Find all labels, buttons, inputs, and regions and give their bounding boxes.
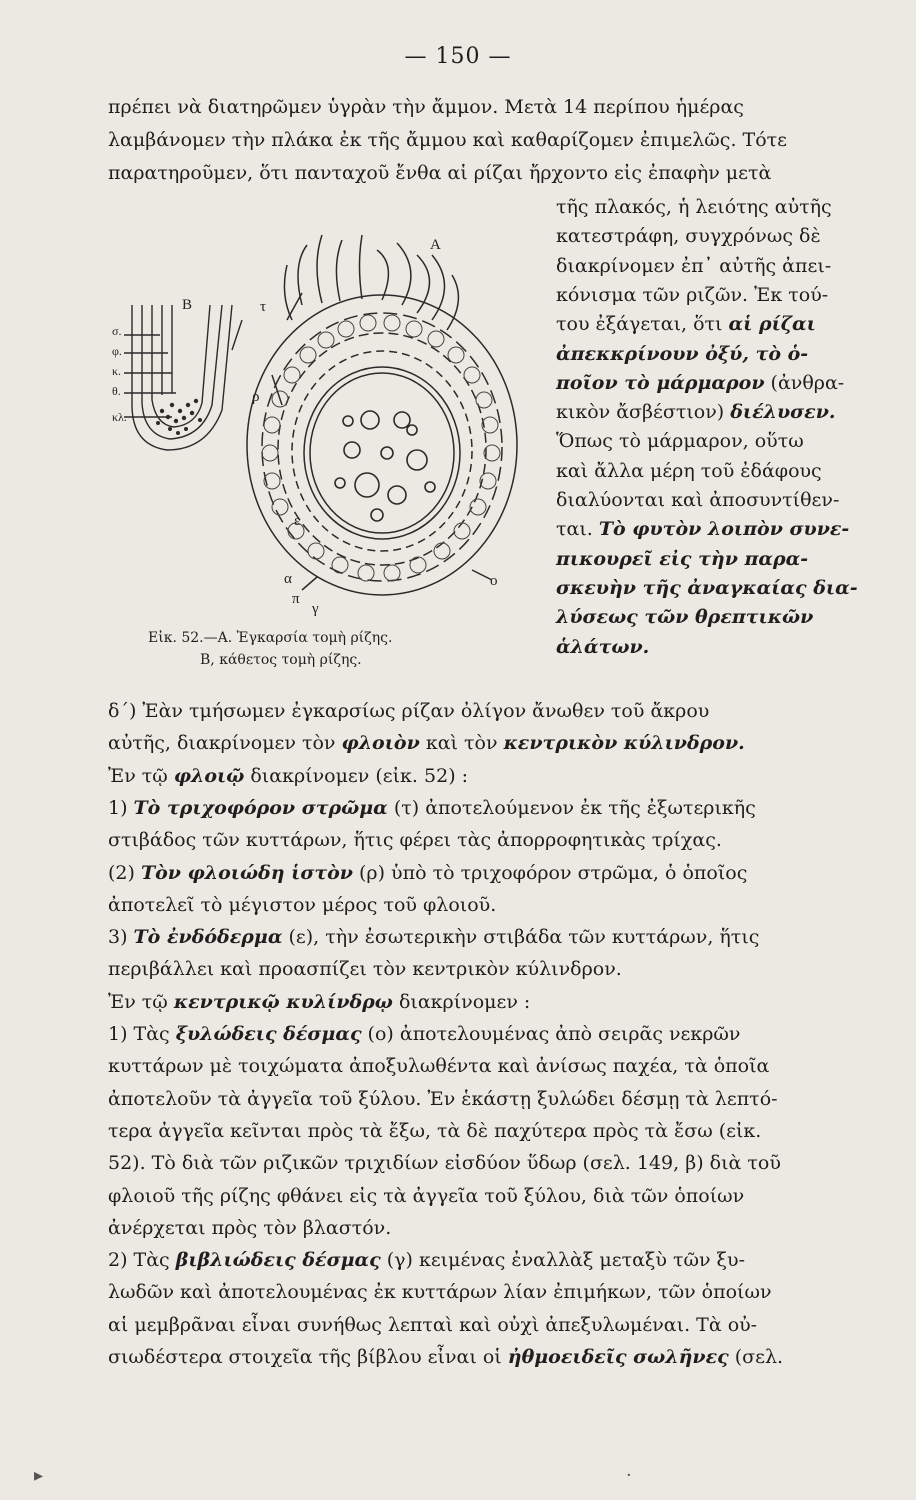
text-run: Ὅπως τὸ μάρμαρον, οὕτω [556, 430, 804, 453]
text-line [108, 763, 468, 789]
text-line [108, 1086, 778, 1112]
text-run: (ἀνθρα- [764, 371, 845, 394]
text-line: λαμβάνομεν τὴν πλάκα ἐκ τῆς ἄμμου καὶ καθαρίζομεν ἐπιμελῶς. Τότε [108, 129, 787, 151]
figure-caption-line2: Β, κάθετος τομὴ ρίζης. [200, 652, 362, 668]
emphasis-text: ποῖον τὸ μάρμαρον [556, 371, 765, 394]
text-run: καὶ ἄλλα μέρη τοῦ ἐδάφους [556, 459, 822, 482]
text-line [556, 282, 828, 308]
emphasis-text: αἱ ρίζαι [728, 313, 816, 336]
text-line [556, 516, 849, 542]
label-phi: φ. [112, 344, 122, 358]
label-t: τ [260, 299, 267, 315]
text-line [108, 1183, 744, 1209]
label-sigma: σ. [112, 324, 122, 338]
text-line [556, 370, 844, 396]
label-e: ε [294, 513, 301, 529]
text-run: (ε), τὴν ἐσωτερικὴν στιβάδα τῶν κυττάρων, ἥτις [282, 926, 760, 949]
text-run: κυττάρων μὲ τοιχώματα ἀποξυλωθέντα καὶ ἀνίσως παχέα, τὰ ὁποῖα [108, 1055, 770, 1078]
text-line [108, 1053, 769, 1079]
text-line [108, 730, 745, 756]
label-g: γ [312, 601, 319, 617]
text-run: κατεστράφη, συγχρόνως δὲ [556, 225, 821, 248]
text-line [556, 223, 821, 249]
text-line [108, 956, 622, 982]
text-line: παρατηροῦμεν, ὅτι πανταχοῦ ἔνθα αἱ ρίζαι ἤρχοντο εἰς ἐπαφὴν μετὰ [108, 162, 772, 184]
text-run: (τ) ἀποτελούμενον ἐκ τῆς ἐξωτερικῆς [387, 796, 756, 819]
text-run: κικὸν ἄσβέστιον) [556, 401, 731, 424]
emphasis-text: φλοιῷ [173, 764, 245, 787]
text-run: αὐτῆς, διακρίνομεν τὸν [108, 732, 342, 755]
text-line [556, 311, 816, 337]
page-number: — 150 — [404, 44, 512, 69]
label-kappa: κ. [112, 364, 122, 378]
text-run: Ἐν τῷ [108, 764, 174, 787]
text-run: λωδῶν καὶ ἀποτελουμένας ἐκ κυττάρων λίαν ἐπιμήκων, τῶν ὁποίων [108, 1281, 772, 1304]
figure-b-longitudinal-section [124, 305, 242, 450]
root-section-figure [112, 225, 552, 625]
label-a: A [430, 237, 441, 253]
emphasis-text: Τὸ ἐνδόδερμα [133, 926, 283, 949]
text-run: τῆς πλακός, ἡ λειότης αὐτῆς [556, 196, 832, 218]
text-line [108, 1118, 761, 1144]
page-speck-icon: ▸ [34, 1465, 44, 1486]
emphasis-text: Τὸν φλοιώδη ἱστὸν [140, 861, 353, 884]
text-run: ἀνέρχεται πρὸς τὸν βλαστόν. [108, 1216, 392, 1239]
figure-caption-line1: Εἰκ. 52.—Α. Ἐγκαρσία τομὴ ρίζης. [148, 630, 393, 646]
emphasis-text: ἁλάτων. [556, 635, 650, 658]
page-speck-icon: · [626, 1465, 632, 1486]
text-run: αἱ μεμβρᾶναι εἶναι συνήθως λεπταὶ καὶ οὐχὶ ἀπεξυλωμέναι. Τὰ οὐ- [108, 1313, 758, 1336]
text-run: (γ) κειμένας ἐναλλὰξ μεταξὺ τῶν ξυ- [380, 1249, 745, 1272]
text-run: ται. [556, 518, 599, 541]
text-run: στιβάδος τῶν κυττάρων, ἥτις φέρει τὰς ἀπορροφητικὰς τρίχας. [108, 829, 722, 852]
emphasis-text: σκευὴν τῆς ἀναγκαίας δια- [556, 576, 858, 599]
text-line [108, 1215, 391, 1241]
figure-labels [112, 237, 498, 617]
label-alpha: α [284, 571, 292, 587]
text-run: φλοιοῦ τῆς ρίζης φθάνει εἰς τὰ ἀγγεῖα τοῦ ξύλου, διὰ τῶν ὁποίων [108, 1184, 745, 1207]
text-run: του ἐξάγεται, ὅτι [556, 313, 729, 336]
text-line [108, 827, 722, 853]
text-line [108, 860, 747, 886]
text-line [108, 1021, 740, 1047]
text-run: 1) [108, 796, 134, 819]
emphasis-text: φλοιὸν [341, 732, 420, 755]
text-line [556, 575, 858, 601]
label-b: B [182, 297, 193, 313]
label-r: ρ [252, 389, 260, 405]
text-line [556, 428, 804, 454]
text-run: καὶ τὸν [419, 732, 504, 755]
emphasis-text: Τὸ τριχοφόρον στρῶμα [133, 796, 388, 819]
label-kl: κλ. [112, 410, 127, 424]
label-o: ο [490, 573, 498, 589]
text-run: διαλύονται καὶ ἀποσυντίθεν- [556, 489, 840, 511]
emphasis-text: πικουρεῖ εἰς τὴν παρα- [556, 547, 809, 570]
emphasis-text: κεντρικὸν κύλινδρον. [503, 732, 745, 755]
text-run: διακρίνομεν (εἰκ. 52) : [244, 764, 469, 787]
text-run: 52). Τὸ διὰ τῶν ριζικῶν τριχιδίων εἰσδύον ὕδωρ (σελ. 149, β) διὰ τοῦ [108, 1152, 781, 1175]
text-line [108, 1247, 745, 1273]
emphasis-text: διέλυσεν. [730, 401, 836, 424]
text-line [108, 892, 496, 918]
text-line [108, 1150, 781, 1176]
emphasis-text: ξυλώδεις δέσμας [175, 1023, 362, 1045]
text-line [108, 1344, 783, 1370]
text-run: σιωδέστερα στοιχεῖα τῆς βίβλου εἶναι οἱ [108, 1346, 508, 1368]
figure-a-transverse-section [247, 235, 517, 595]
text-line [556, 399, 836, 425]
text-line [108, 989, 530, 1015]
text-run: Ἐν τῷ [108, 990, 174, 1013]
text-line [108, 924, 759, 950]
emphasis-text: ἠθμοειδεῖς σωλῆνες [507, 1346, 729, 1368]
text-run: (σελ. [728, 1346, 784, 1368]
text-run: διακρίνομεν ἐπ᾽ αὐτῆς ἀπει- [556, 254, 832, 277]
emphasis-text: λύσεως τῶν θρεπτικῶν [556, 606, 814, 629]
text-run: 2) Τὰς [108, 1249, 176, 1272]
text-line [556, 604, 813, 630]
text-run: δ´) Ἐὰν τμήσωμεν ἐγκαρσίως ρίζαν ὀλίγον ἄνωθεν τοῦ ἄκρου [108, 700, 710, 722]
text-run: τερα ἀγγεῖα κεῖνται πρὸς τὰ ἔξω, τὰ δὲ παχύτερα πρὸς τὰ ἔσω (εἰκ. [108, 1119, 762, 1142]
text-run: ἀποτελεῖ τὸ μέγιστον μέρος τοῦ φλοιοῦ. [108, 893, 497, 916]
emphasis-text: κεντρικῷ κυλίνδρῳ [173, 990, 393, 1013]
text-run: (ρ) ὑπὸ τὸ τριχοφόρον στρῶμα, ὁ ὁποῖος [352, 861, 748, 884]
text-line [556, 546, 808, 572]
text-line [108, 1279, 772, 1305]
text-run: περιβάλλει καὶ προασπίζει τὸν κεντρικὸν κύλινδρον. [108, 958, 622, 981]
text-run: κόνισμα τῶν ριζῶν. Ἐκ τού- [556, 283, 829, 306]
text-line [556, 341, 808, 367]
label-theta: θ. [112, 384, 121, 398]
text-run: (2) [108, 861, 141, 884]
text-line [556, 487, 839, 513]
text-run: διακρίνομεν : [392, 990, 531, 1013]
text-run: ἀποτελοῦν τὰ ἀγγεῖα τοῦ ξύλου. Ἐν ἑκάστῃ ξυλώδει δέσμῃ τὰ λεπτό- [108, 1087, 778, 1110]
text-run: 3) [108, 926, 134, 949]
text-line [556, 194, 832, 220]
text-line [556, 458, 822, 484]
text-line [108, 698, 709, 724]
emphasis-text: ἀπεκκρίνουν ὀξύ, τὸ ὁ- [556, 342, 809, 365]
text-line [556, 253, 831, 279]
text-line [108, 795, 756, 821]
text-line: πρέπει νὰ διατηρῶμεν ὑγρὰν τὴν ἄμμον. Μετὰ 14 περίπου ἡμέρας [108, 96, 744, 118]
text-run: (ο) ἀποτελουμένας ἀπὸ σειρᾶς νεκρῶν [361, 1023, 741, 1045]
text-line [108, 1312, 757, 1338]
text-run: 1) Τὰς [108, 1023, 176, 1045]
label-p: π [292, 591, 300, 607]
emphasis-text: Τὸ φυτὸν λοιπὸν συνε- [598, 518, 850, 541]
emphasis-text: βιβλιώδεις δέσμας [175, 1249, 381, 1272]
